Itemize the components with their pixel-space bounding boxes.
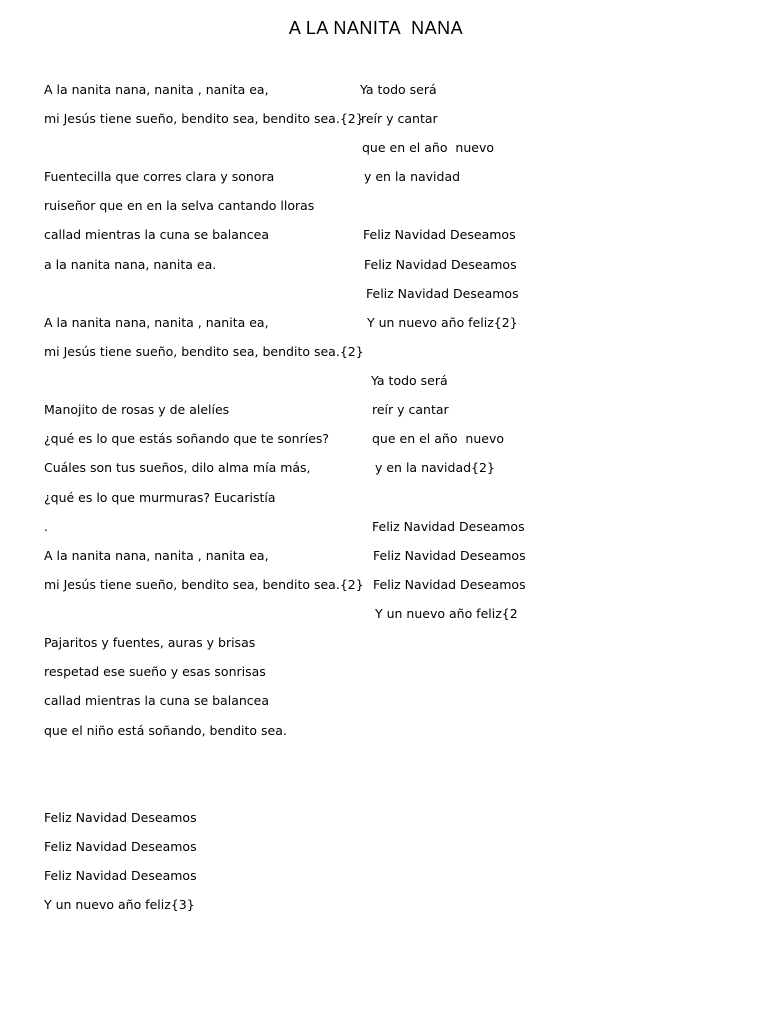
lyric-line: Ya todo será [360, 82, 437, 97]
lyric-line: reír y cantar [372, 402, 449, 417]
lyric-line: . [44, 519, 48, 534]
lyric-line: Feliz Navidad Deseamos [44, 810, 197, 825]
lyric-line: Y un nuevo año feliz{2} [367, 315, 518, 330]
lyric-line: mi Jesús tiene sueño, bendito sea, bendito sea.{2} [44, 577, 364, 592]
lyric-line: A la nanita nana, nanita , nanita ea, [44, 82, 269, 97]
lyric-line: que en el año nuevo [362, 140, 495, 155]
lyric-line: que el niño está soñando, bendito sea. [44, 723, 287, 738]
lyric-line: Feliz Navidad Deseamos [373, 577, 526, 592]
lyric-line: ¿qué es lo que estás soñando que te sonríes? [44, 431, 330, 446]
lyric-line: Feliz Navidad Deseamos [44, 839, 197, 854]
lyric-line: respetad ese sueño y esas sonrisas [44, 664, 266, 679]
lyric-line: Y un nuevo año feliz{2 [375, 606, 518, 621]
lyric-line: Feliz Navidad Deseamos [373, 548, 526, 563]
lyric-line: a la nanita nana, nanita ea. [44, 257, 217, 272]
lyric-line: ¿qué es lo que murmuras? Eucaristía [44, 490, 276, 505]
lyric-line: Ya todo será [371, 373, 448, 388]
lyric-line: Manojito de rosas y de alelíes [44, 402, 230, 417]
lyric-line: ruiseñor que en en la selva cantando lloras [44, 198, 315, 213]
lyric-line: A la nanita nana, nanita , nanita ea, [44, 315, 269, 330]
page-title: A LA NANITA NANA [288, 18, 464, 38]
lyric-line: y en la navidad [364, 169, 461, 184]
lyric-line: Pajaritos y fuentes, auras y brisas [44, 635, 256, 650]
lyric-line: Cuáles son tus sueños, dilo alma mía más, [44, 460, 311, 475]
lyric-line: que en el año nuevo [372, 431, 505, 446]
lyric-line: mi Jesús tiene sueño, bendito sea, bendito sea.{2} [44, 344, 364, 359]
lyric-line: A la nanita nana, nanita , nanita ea, [44, 548, 269, 563]
lyric-line: reír y cantar [361, 111, 438, 126]
lyric-line: mi Jesús tiene sueño, bendito sea, bendito sea.{2} [44, 111, 364, 126]
lyric-line: Feliz Navidad Deseamos [363, 227, 516, 242]
lyric-line: Feliz Navidad Deseamos [364, 257, 517, 272]
lyric-line: Y un nuevo año feliz{3} [44, 897, 195, 912]
lyric-line: Feliz Navidad Deseamos [44, 868, 197, 883]
lyric-line: callad mientras la cuna se balancea [44, 693, 269, 708]
lyric-line: y en la navidad{2} [375, 460, 495, 475]
lyric-line: Feliz Navidad Deseamos [372, 519, 525, 534]
lyric-line: Fuentecilla que corres clara y sonora [44, 169, 275, 184]
lyric-line: callad mientras la cuna se balancea [44, 227, 269, 242]
lyric-line: Feliz Navidad Deseamos [366, 286, 519, 301]
